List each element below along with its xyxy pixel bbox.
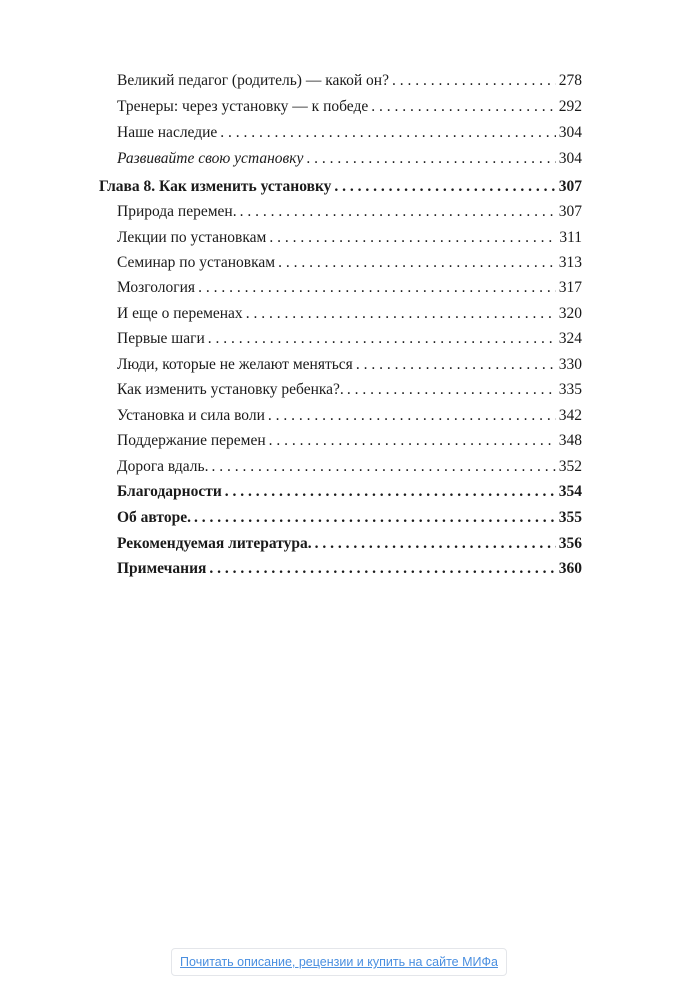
toc-leader-dots	[278, 252, 556, 274]
toc-entry	[117, 70, 582, 92]
toc-entry	[117, 328, 582, 350]
toc-leader-dots	[392, 70, 556, 92]
toc-entry-title: Тренеры: через установку — к победе	[117, 98, 369, 115]
toc-entry-title: Первые шаги	[117, 330, 205, 347]
toc-entry-page: 352	[558, 458, 582, 475]
toc-entry-page: 313	[558, 254, 582, 271]
toc-leader-dots	[269, 227, 556, 249]
toc-entry-title: Благодарности	[117, 483, 222, 500]
toc-entry-page: 356	[558, 535, 582, 552]
toc-entry-title: И еще о переменах	[117, 305, 243, 322]
toc-entry	[117, 227, 582, 249]
toc-leader-dots	[208, 328, 556, 350]
toc-entry-page: 324	[558, 330, 582, 347]
toc-entry	[117, 201, 582, 223]
toc-backmatter-entry	[117, 558, 582, 580]
toc-entry-title: Дорога вдаль.	[117, 458, 209, 475]
toc-entry	[117, 430, 582, 452]
toc-entry-page: 292	[558, 98, 582, 115]
toc-entry	[117, 148, 582, 170]
toc-chapter-entry	[99, 176, 582, 198]
toc-entry	[117, 277, 582, 299]
toc-leader-dots	[194, 507, 556, 529]
toc-leader-dots	[220, 122, 555, 144]
toc-leader-dots	[347, 379, 556, 401]
buy-on-mif-link[interactable]: Почитать описание, рецензии и купить на сайте МИФа	[171, 948, 507, 976]
toc-entry-title: Об авторе.	[117, 509, 191, 526]
toc-entry-title: Наше наследие	[117, 124, 218, 141]
toc-entry	[117, 252, 582, 274]
toc-leader-dots	[306, 148, 555, 170]
toc-leader-dots	[371, 96, 556, 118]
toc-entry-page: 330	[558, 356, 582, 373]
toc-entry-page: 355	[558, 509, 582, 526]
toc-entry-title: Развивайте свою установку	[117, 150, 304, 167]
toc-entry	[117, 456, 582, 478]
toc-entry-page: 354	[558, 483, 582, 500]
toc-entry	[117, 96, 582, 118]
toc-entry-title: Семинар по установкам	[117, 254, 276, 271]
toc-entry-title: Мозгология	[117, 279, 196, 296]
toc-entry-title: Природа перемен.	[117, 203, 237, 220]
toc-leader-dots	[211, 456, 555, 478]
toc-entry	[117, 405, 582, 427]
toc-entry-title: Люди, которые не желают меняться	[117, 356, 353, 373]
toc-entry-page: 317	[558, 279, 582, 296]
toc-leader-dots	[268, 405, 556, 427]
toc-leader-dots	[269, 430, 556, 452]
toc-leader-dots	[246, 303, 556, 325]
toc-entry-title: Примечания	[117, 560, 207, 577]
toc-leader-dots	[334, 176, 555, 198]
toc-backmatter-entry	[117, 533, 582, 555]
toc-entry-page: 278	[558, 72, 582, 89]
toc-entry-title: Рекомендуемая литература.	[117, 535, 312, 552]
toc-entry-page: 320	[558, 305, 582, 322]
toc-leader-dots	[356, 354, 556, 376]
toc-entry-page: 360	[558, 560, 582, 577]
toc-entry	[117, 122, 582, 144]
toc-leader-dots	[198, 277, 556, 299]
toc-backmatter-entry	[117, 481, 582, 503]
toc-entry-title: Лекции по установкам	[117, 229, 267, 246]
toc-entry-page: 335	[558, 381, 582, 398]
toc-entry	[117, 354, 582, 376]
toc-entry	[117, 379, 582, 401]
toc-entry-page: 304	[558, 150, 582, 167]
toc-entry-page: 307	[558, 203, 582, 220]
toc-backmatter-entry	[117, 507, 582, 529]
toc-entry-page: 304	[558, 124, 582, 141]
toc-entry-page: 307	[558, 178, 582, 195]
toc-entry-page: 348	[558, 432, 582, 449]
toc-leader-dots	[209, 558, 555, 580]
toc-entry-title: Как изменить установку ребенка?.	[117, 381, 344, 398]
toc-entry-page: 342	[558, 407, 582, 424]
toc-entry	[117, 303, 582, 325]
toc-entry-title: Поддержание перемен	[117, 432, 266, 449]
toc-leader-dots	[240, 201, 556, 223]
toc-entry-page: 311	[559, 229, 582, 246]
toc-entry-title: Глава 8. Как изменить установку	[99, 178, 332, 195]
toc-entry-title: Установка и сила воли	[117, 407, 265, 424]
toc-leader-dots	[225, 481, 556, 503]
toc-entry-title: Великий педагог (родитель) — какой он?	[117, 72, 389, 89]
toc-leader-dots	[315, 533, 556, 555]
